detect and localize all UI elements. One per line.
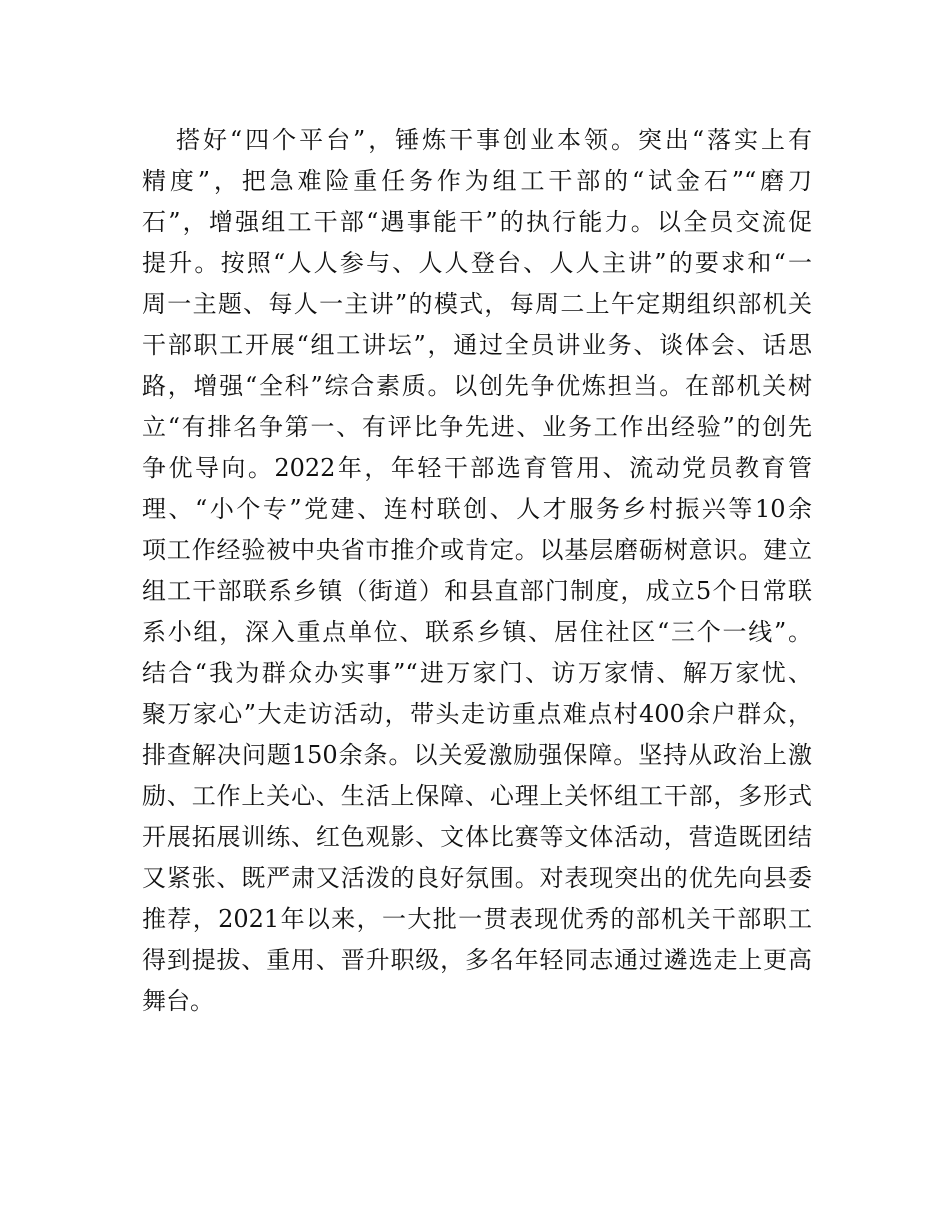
paragraph-line: 组工干部联系乡镇（街道）和县直部门制度，成立5个日常联	[142, 577, 812, 605]
paragraph-line: 聚万家心”大走访活动，带头走访重点难点村400余户群众，	[142, 700, 812, 728]
paragraph-line: 干部职工开展“组工讲坛”，通过全员讲业务、谈体会、话思	[142, 331, 812, 359]
paragraph-line: 精度”，把急难险重任务作为组工干部的“试金石”“磨刀	[142, 167, 812, 195]
paragraph-line: 推荐，2021年以来，一大批一贯表现优秀的部机关干部职工	[142, 905, 812, 933]
paragraph-line: 励、工作上关心、生活上保障、心理上关怀组工干部，多形式	[142, 782, 812, 810]
paragraph-line: 开展拓展训练、红色观影、文体比赛等文体活动，营造既团结	[142, 823, 812, 851]
paragraph-line: 石”，增强组工干部“遇事能干”的执行能力。以全员交流促	[142, 208, 812, 236]
paragraph-line: 结合“我为群众办实事”“进万家门、访万家情、解万家忧、	[142, 659, 812, 687]
paragraph-line: 提升。按照“人人参与、人人登台、人人主讲”的要求和“一	[142, 249, 812, 277]
paragraph-line: 又紧张、既严肃又活泼的良好氛围。对表现突出的优先向县委	[142, 864, 812, 892]
paragraph-line: 周一主题、每人一主讲”的模式，每周二上午定期组织部机关	[142, 290, 812, 318]
paragraph-line: 舞台。	[142, 987, 214, 1015]
paragraph-line: 得到提拔、重用、晋升职级，多名年轻同志通过遴选走上更高	[142, 946, 812, 974]
paragraph-line: 路，增强“全科”综合素质。以创先争优炼担当。在部机关树	[142, 372, 812, 400]
paragraph-line: 排查解决问题150余条。以关爱激励强保障。坚持从政治上激	[142, 741, 812, 769]
paragraph-line: 搭好“四个平台”，锤炼干事创业本领。突出“落实上有	[176, 126, 812, 154]
paragraph-line: 系小组，深入重点单位、联系乡镇、居住社区“三个一线”。	[142, 618, 812, 646]
body-paragraph	[142, 120, 812, 1022]
paragraph-line: 项工作经验被中央省市推介或肯定。以基层磨砺树意识。建立	[142, 536, 812, 564]
paragraph-line: 争优导向。2022年，年轻干部选育管用、流动党员教育管	[142, 454, 812, 482]
paragraph-line: 理、“小个专”党建、连村联创、人才服务乡村振兴等10余	[142, 495, 812, 523]
paragraph-line: 立“有排名争第一、有评比争先进、业务工作出经验”的创先	[142, 413, 812, 441]
